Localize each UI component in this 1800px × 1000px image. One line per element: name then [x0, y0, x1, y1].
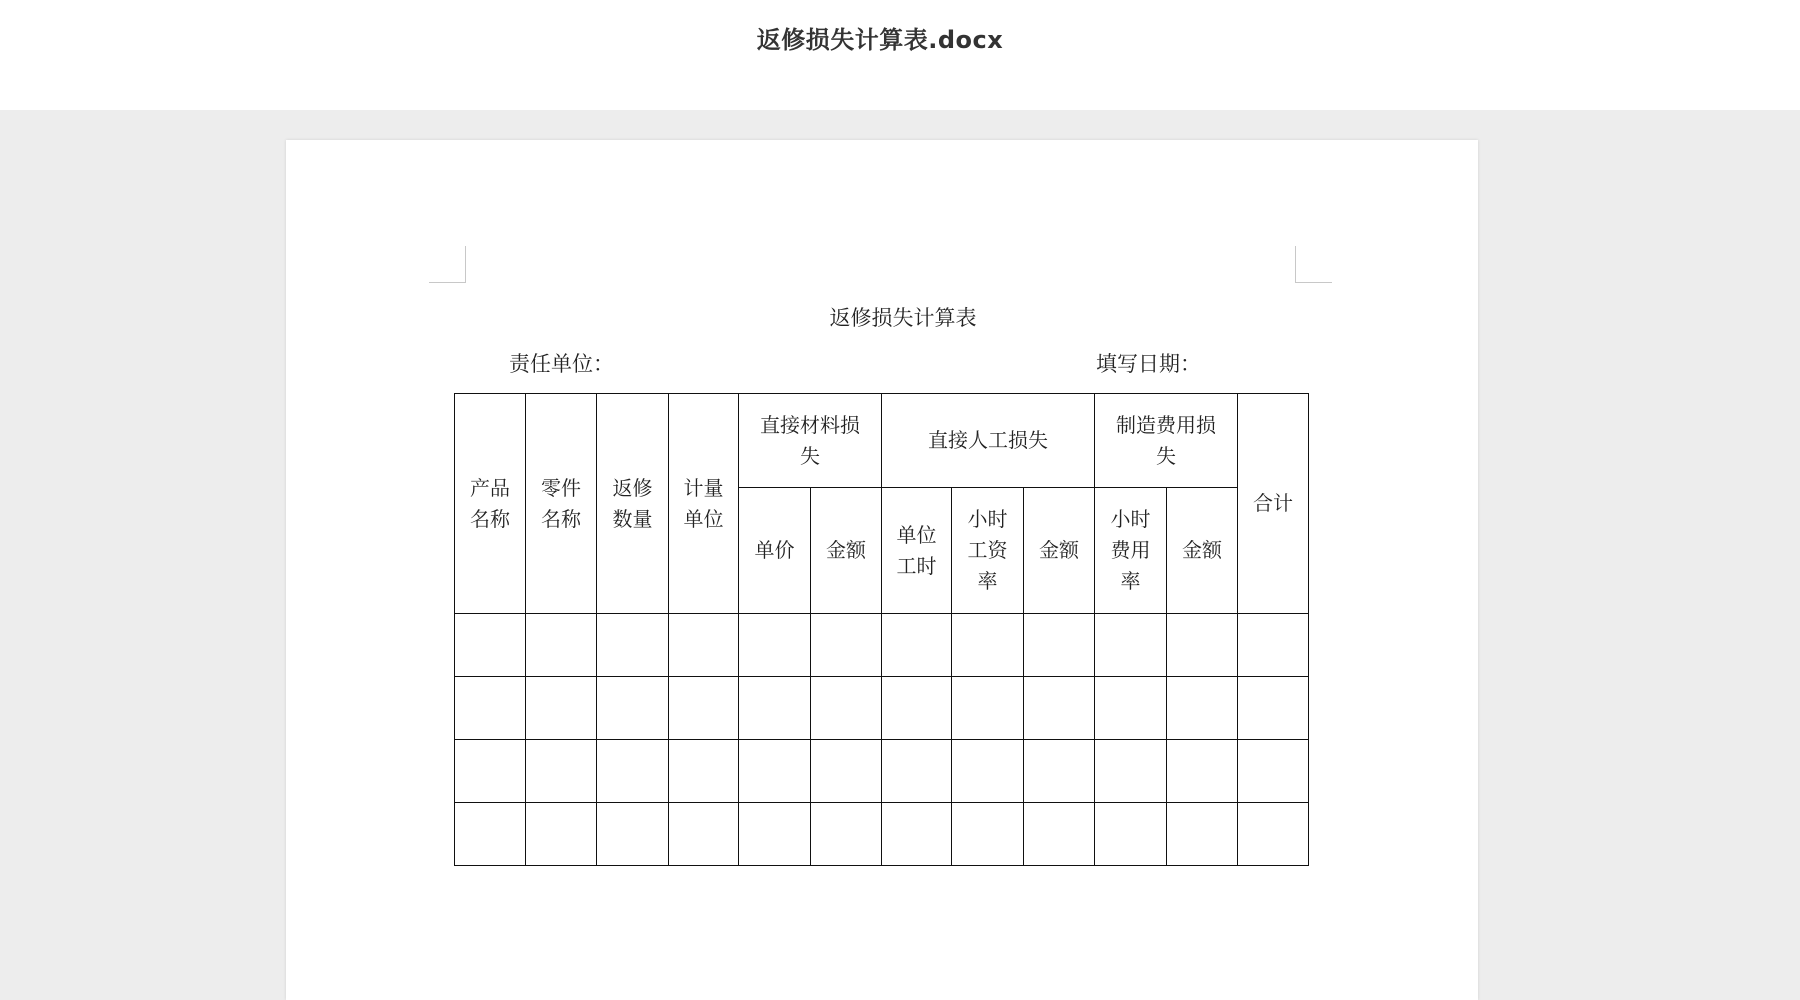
table-cell[interactable]: [526, 677, 597, 740]
table-cell[interactable]: [882, 740, 952, 803]
table-cell[interactable]: [739, 677, 811, 740]
margin-corner-top-right: [1295, 246, 1332, 283]
header-material-amount: 金额: [811, 488, 882, 614]
table-cell[interactable]: [1238, 614, 1309, 677]
header-labor-unit-hours: 单位 工时: [882, 488, 952, 614]
table-cell[interactable]: [952, 614, 1024, 677]
header-labor-amount: 金额: [1024, 488, 1095, 614]
table-cell[interactable]: [597, 677, 669, 740]
table-cell[interactable]: [1167, 614, 1238, 677]
table-cell[interactable]: [669, 803, 739, 866]
table-cell[interactable]: [597, 614, 669, 677]
table-cell[interactable]: [1238, 803, 1309, 866]
rework-loss-table: [454, 393, 1309, 866]
table-row: [455, 677, 1309, 740]
header-overhead-amount: 金额: [1167, 488, 1238, 614]
title-bar: [0, 0, 1800, 110]
table-cell[interactable]: [811, 677, 882, 740]
table-cell[interactable]: [952, 740, 1024, 803]
table-cell[interactable]: [1024, 614, 1095, 677]
table-cell[interactable]: [1238, 740, 1309, 803]
table-cell[interactable]: [739, 740, 811, 803]
table-cell[interactable]: [455, 740, 526, 803]
table-cell[interactable]: [455, 803, 526, 866]
table-cell[interactable]: [739, 614, 811, 677]
table-cell[interactable]: [597, 803, 669, 866]
table-body: [455, 614, 1309, 866]
table-cell[interactable]: [952, 677, 1024, 740]
header-unit: 计量 单位: [669, 394, 739, 614]
table-cell[interactable]: [669, 677, 739, 740]
table-cell[interactable]: [882, 677, 952, 740]
margin-corner-top-left: [429, 246, 466, 283]
table-cell[interactable]: [811, 803, 882, 866]
header-part-name: 零件 名称: [526, 394, 597, 614]
table-cell[interactable]: [1095, 614, 1167, 677]
table-cell[interactable]: [1238, 677, 1309, 740]
table-cell[interactable]: [882, 614, 952, 677]
header-rework-qty: 返修 数量: [597, 394, 669, 614]
table-cell[interactable]: [1024, 803, 1095, 866]
header-material-loss: 直接材料损 失: [739, 394, 882, 488]
header-labor-hourly-wage-rate: 小时 工资 率: [952, 488, 1024, 614]
table-cell[interactable]: [1024, 740, 1095, 803]
table-cell[interactable]: [455, 677, 526, 740]
table-cell[interactable]: [669, 614, 739, 677]
table-cell[interactable]: [1024, 677, 1095, 740]
table-row: [455, 803, 1309, 866]
header-material-unit-price: 单价: [739, 488, 811, 614]
table-cell[interactable]: [1167, 677, 1238, 740]
document-title: 返修损失计算表: [829, 306, 977, 330]
table-cell[interactable]: [811, 614, 882, 677]
table-cell[interactable]: [882, 803, 952, 866]
table-cell[interactable]: [1167, 740, 1238, 803]
table-cell[interactable]: [952, 803, 1024, 866]
header-product-name: 产品 名称: [455, 394, 526, 614]
table-cell[interactable]: [811, 740, 882, 803]
table-cell[interactable]: [526, 740, 597, 803]
table-cell[interactable]: [1095, 740, 1167, 803]
table-row: [455, 614, 1309, 677]
table-cell[interactable]: [1095, 677, 1167, 740]
table-cell[interactable]: [1095, 803, 1167, 866]
table-cell[interactable]: [669, 740, 739, 803]
header-total: 合计: [1238, 394, 1309, 614]
table-row: [455, 740, 1309, 803]
table-cell[interactable]: [455, 614, 526, 677]
header-overhead-hourly-rate: 小时 费用 率: [1095, 488, 1167, 614]
fill-date-label: 填写日期：: [1096, 352, 1201, 376]
header-overhead-loss: 制造费用损 失: [1095, 394, 1238, 488]
header-labor-loss: 直接人工损失: [882, 394, 1095, 488]
table-cell[interactable]: [526, 614, 597, 677]
file-title: 返修损失计算表.docx: [756, 26, 1004, 54]
responsible-unit-label: 责任单位：: [509, 352, 614, 376]
table-cell[interactable]: [739, 803, 811, 866]
table-cell[interactable]: [526, 803, 597, 866]
table-cell[interactable]: [1167, 803, 1238, 866]
table-cell[interactable]: [597, 740, 669, 803]
